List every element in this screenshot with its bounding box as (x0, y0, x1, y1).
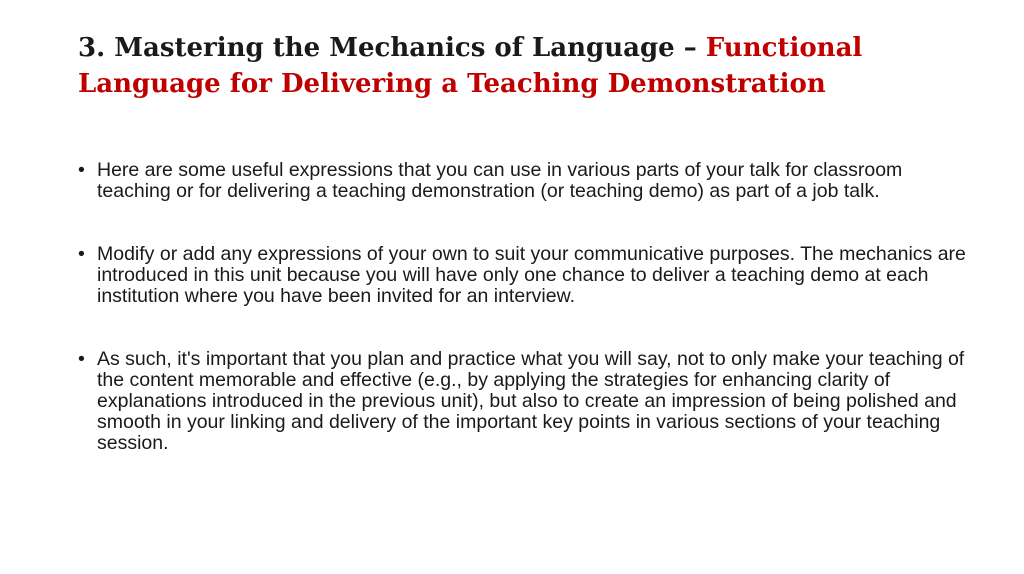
bullet-list (78, 160, 968, 496)
bullet-item (78, 160, 968, 202)
bullet-item (78, 349, 968, 454)
bullet-item (78, 244, 968, 307)
bullet-text: Here are some useful expressions that you can use in various parts of your talk for classroom teaching or for delivering a teaching demonstration (or teaching demo) as part of a job talk. (97, 159, 903, 202)
bullet-marker: • (78, 348, 85, 370)
slide-title (78, 30, 958, 102)
bullet-marker: • (78, 243, 85, 265)
bullet-text: As such, it's important that you plan and practice what you will say, not to only make your teaching of the content memorable and effective (e.g., by applying the strategies for enhancing clarity of explanations introduced in the previous unit), but also to create an impression of being polished and smooth in your linking and delivery of the important key points in various sections of your teaching session. (97, 348, 965, 454)
bullet-text: Modify or add any expressions of your own to suit your communicative purposes. The mechanics are introduced in this unit because you will have only one chance to deliver a teaching demo at each institution where you have been invited for an interview. (97, 243, 966, 307)
slide-title-plain: 3. Mastering the Mechanics of Language – (78, 33, 706, 63)
bullet-marker: • (78, 159, 85, 181)
slide-title-accent: Functional Language for Delivering a Teaching Demonstration (78, 33, 863, 99)
